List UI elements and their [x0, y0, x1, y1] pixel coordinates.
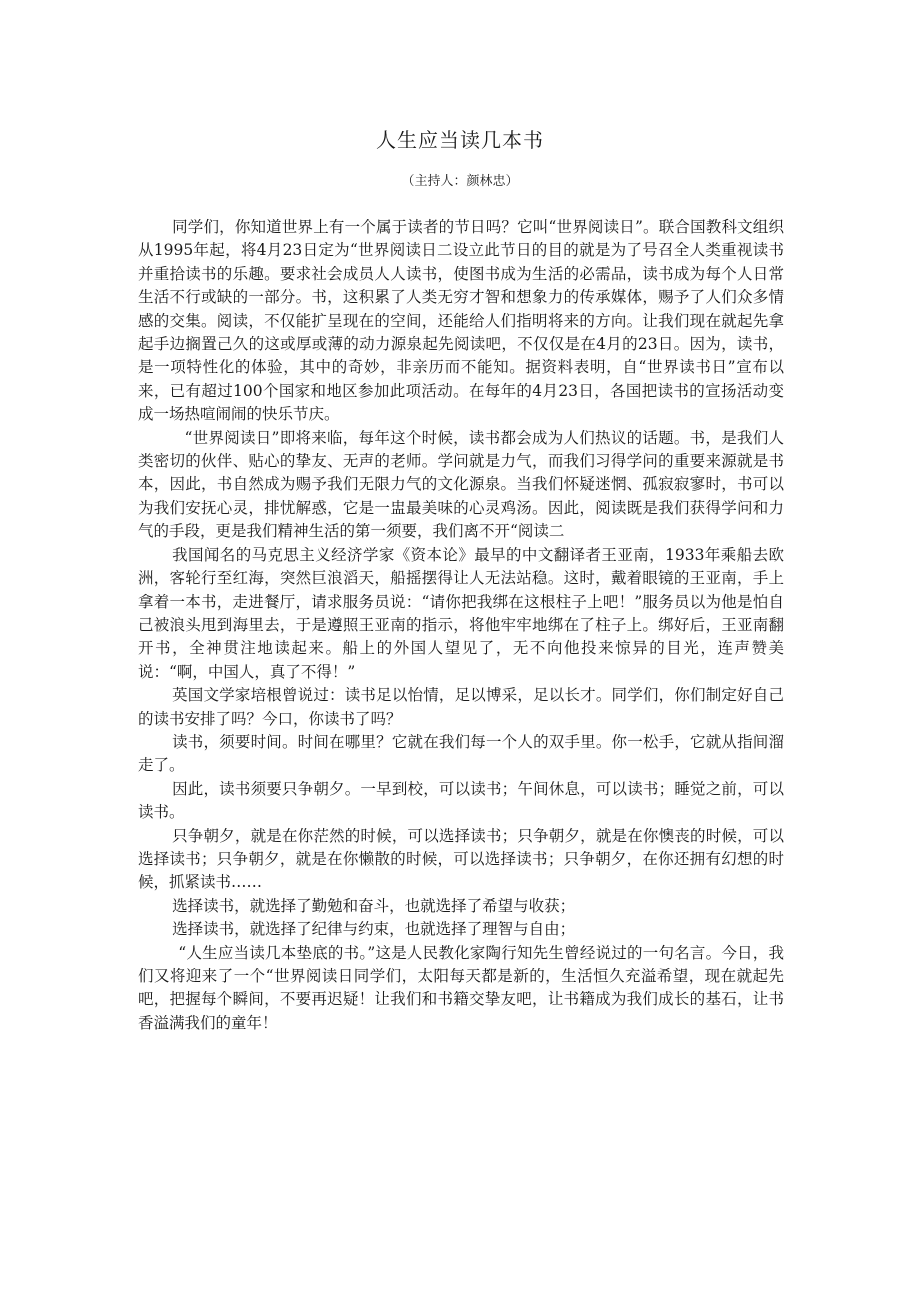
paragraph-10: “人生应当读几本垫底的书。”这是人民教化家陶行知先生曾经说过的一句名言。今日，我们又将迎来了一个“世界阅读日同学们，太阳每天都是新的，生活恒久充溢希望，现在就起先吧，把握每个瞬间，不要再迟疑！让我们和书籍交挚友吧，让书籍成为我们成长的基石，让书香溢满我们的童年！	[138, 943, 784, 1032]
paragraph-3: 我国闻名的马克思主义经济学家《资本论》最早的中文翻译者王亚南，1933年乘船去欧洲，客轮行至红海，突然巨浪滔天，船摇摆得让人无法站稳。这时，戴着眼镜的王亚南，手上拿着一本书，走进餐厅，请求服务员说：“请你把我绑在这根柱子上吧！”服务员以为他是怕自己被浪头甩到海里去，于是遵照王亚南的指示，将他牢牢地绑在了柱子上。绑好后，王亚南翻开书，全神贯注地读起来。船上的外国人望见了，无不向他投来惊异的目光，连声赞美说：“啊，中国人，真了不得！”	[138, 545, 784, 681]
paragraph-1: 同学们，你知道世界上有一个属于读者的节日吗？它叫“世界阅读日”。联合国教科文组织从1995年起，将4月23日定为“世界阅读日二设立此节日的目的就是为了号召全人类重视读书并重拾读书的乐趣。要求社会成员人人读书，使图书成为生活的必需品，读书成为每个人日常生活不行或缺的一部分。书，这积累了人类无穷才智和想象力的传承媒体，赐予了人们众多情感的交集。阅读，不仅能扩呈现在的空间，还能给人们指明将来的方向。让我们现在就起先拿起手边搁置己久的这或厚或薄的动力源泉起先阅读吧，不仅仅是在4月的23日。因为，读书，是一项特性化的体验，其中的奇妙，非亲历而不能知。据资料表明，自“世界读书日”宣布以来，已有超过100个国家和地区参加此项活动。在每年的4月23日，各国把读书的宣扬活动变成一场热喧闹闹的快乐节庆。	[138, 218, 784, 424]
paragraph-6: 因此，读书须要只争朝夕。一早到校，可以读书；午间休息，可以读书；睡觉之前，可以读书。	[138, 779, 784, 822]
host-line: （主持人：颜林忠）	[401, 174, 519, 189]
document-body	[138, 216, 784, 1035]
paragraph-5: 读书，须要时间。时间在哪里？它就在我们每一个人的双手里。你一松手，它就从指间溜走了。	[138, 732, 784, 775]
document-title: 人生应当读几本书	[376, 128, 544, 152]
paragraph-9: 选择读书，就选择了纪律与约束，也就选择了理智与自由；	[172, 920, 576, 939]
paragraph-7: 只争朝夕，就是在你茫然的时候，可以选择读书；只争朝夕，就是在你懊丧的时候，可以选择读书；只争朝夕，就是在你懒散的时候，可以选择读书；只争朝夕，在你还拥有幻想的时候，抓紧读书……	[138, 826, 784, 892]
paragraph-8: 选择读书，就选择了勤勉和奋斗，也就选择了希望与收获；	[172, 896, 576, 915]
paragraph-4: 英国文学家培根曾说过：读书足以怡情，足以博采，足以长才。同学们，你们制定好自己的读书安排了吗？今口，你读书了吗？	[138, 686, 784, 728]
paragraph-2: “世界阅读日”即将来临，每年这个时候，读书都会成为人们热议的话题。书，是我们人类密切的伙伴、贴心的挚友、无声的老师。学问就是力气，而我们习得学问的重要来源就是书本，因此，书自然成为赐予我们无限力气的文化源泉。当我们怀疑迷惘、孤寂寂寥时，书可以为我们安抚心灵，排忧解惑，它是一盅最美味的心灵鸡汤。因此，阅读既是我们获得学问和力气的手段，更是我们精神生活的第一须要，我们离不开“阅读二	[138, 428, 784, 541]
